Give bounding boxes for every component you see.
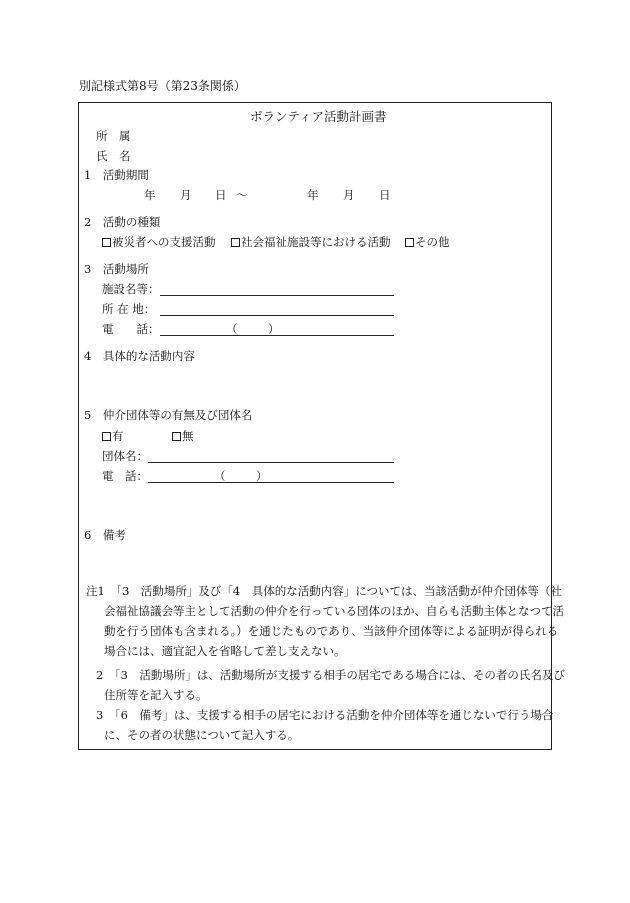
checkbox-agency-no[interactable]	[172, 432, 181, 441]
form-number: 別記様式第8号（第23条関係）	[79, 79, 246, 93]
address-field[interactable]	[160, 315, 394, 316]
details-heading: 4 具体的な活動内容	[84, 349, 195, 363]
period-start-month: 月	[180, 188, 192, 202]
type-option-welfare-label: 社会福祉施設等における活動	[241, 235, 391, 249]
agency-phone-paren-close: ）	[256, 469, 268, 483]
agency-phone-label: 電 話：	[102, 469, 148, 483]
remarks-heading: 6 備考	[84, 528, 126, 542]
place-phone-paren-open: （	[226, 322, 238, 336]
agency-yes-label: 有	[112, 429, 124, 443]
type-heading: 2 活動の種類	[84, 215, 161, 229]
agency-heading: 5 仲介団体等の有無及び団体名	[84, 408, 253, 422]
org-name-label: 団体名：	[102, 449, 148, 463]
checkbox-agency-yes[interactable]	[102, 432, 111, 441]
note-1: 注1 「3 活動場所」及び「4 具体的な活動内容」については、当該活動が仲介団体等（社会福祉協議会等主として活動の仲介を行っている団体のほか、自らも活動主体となつて活動を行う団体も含まれる。）を通じたものであり、当該仲介団体等による証明が得られる場合には、適宜記入を省略して差し支えない。	[86, 584, 564, 658]
checkbox-welfare[interactable]	[231, 238, 240, 247]
period-tilde: ～	[236, 188, 248, 202]
period-end-year: 年	[307, 188, 319, 202]
type-option-other-label: その他	[415, 235, 450, 249]
facility-field[interactable]	[160, 295, 394, 296]
place-heading: 3 活動場所	[84, 262, 149, 276]
org-name-field[interactable]	[148, 462, 394, 463]
agency-option-yes[interactable]	[102, 431, 124, 443]
agency-phone-field[interactable]	[148, 482, 394, 483]
checkbox-other[interactable]	[405, 238, 414, 247]
facility-label: 施設名等：	[102, 282, 160, 296]
period-start-day: 日	[215, 188, 227, 202]
type-option-disaster[interactable]	[102, 237, 216, 249]
agency-phone-paren-open: （	[214, 469, 226, 483]
period-heading: 1 活動期間	[84, 168, 149, 182]
note-2: 2 「3 活動場所」は、活動場所が支援する相手の居宅である場合には、その者の氏名及び住所等を記入する。	[96, 668, 565, 702]
affiliation-label: 所 属	[96, 129, 131, 143]
period-end-month: 月	[343, 188, 355, 202]
checkbox-disaster[interactable]	[102, 238, 111, 247]
period-start-year: 年	[144, 188, 156, 202]
note-3: 3 「6 備考」は、支援する相手の居宅における活動を仲介団体等を通じないで行う場合に、その者の状態について記入する。	[96, 708, 554, 742]
agency-option-no[interactable]	[172, 431, 194, 443]
type-option-disaster-label: 被災者への支援活動	[112, 235, 216, 249]
name-label: 氏 名	[96, 149, 131, 163]
place-phone-paren-close: ）	[268, 322, 280, 336]
form-title: ボランティア活動計画書	[250, 109, 387, 124]
address-label: 所 在 地：	[102, 302, 156, 316]
type-option-welfare[interactable]	[231, 237, 391, 249]
place-phone-field[interactable]	[160, 335, 394, 336]
place-phone-label: 電 話：	[102, 322, 160, 336]
period-end-day: 日	[379, 188, 391, 202]
agency-no-label: 無	[182, 429, 194, 443]
type-option-other[interactable]	[405, 237, 450, 249]
